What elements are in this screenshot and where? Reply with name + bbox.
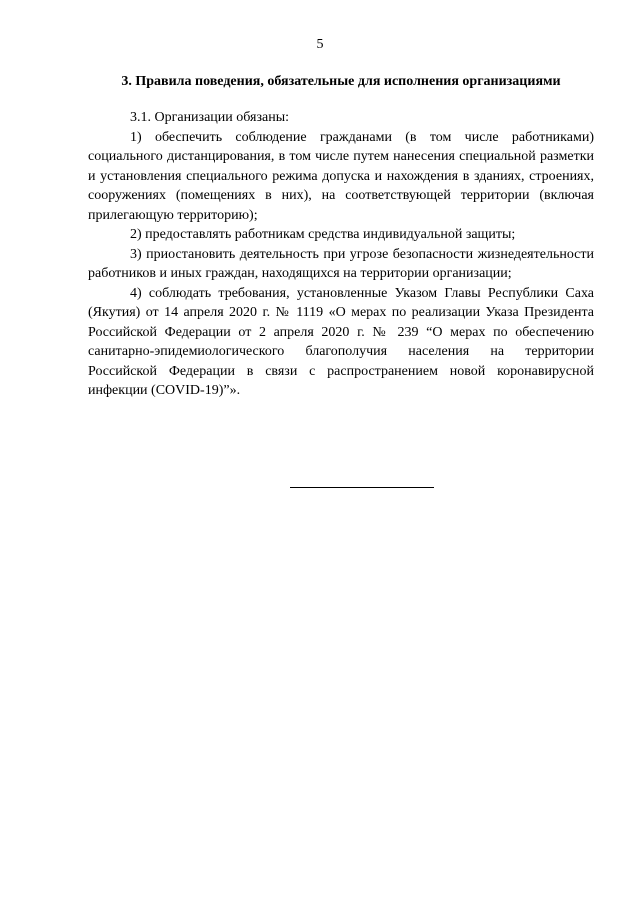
paragraph-item-4: 4) соблюдать требования, установленные Указом Главы Республики Саха (Якутия) от 14 апреля 2020 г. № 1119 «О мерах по реализации Указа Президента Российской Федерации от 2 апреля 2020 г. № 239 “О мерах по обеспечению санитарно-эпидемиологического благополучия населения на территории Российской Федерации в связи с распространением новой коронавирусной инфекции (COVID-19)”». (88, 285, 594, 398)
paragraph-item-1: 1) обеспечить соблюдение гражданами (в том числе работниками) социального дистанцирования, в том числе путем нанесения специальной разметки и установления специального режима допуска и нахождения в зданиях, строениях, сооружениях (помещениях в них), на соответствующей территории (включая прилегающую территорию); (88, 129, 594, 223)
paragraph-3-1-intro: 3.1. Организации обязаны: (130, 110, 290, 125)
paragraph-item-2: 2) предоставлять работникам средства индивидуальной защиты; (130, 227, 516, 242)
end-divider-line (290, 487, 434, 488)
page-number: 5 (316, 37, 324, 52)
paragraph-item-3: 3) приостановить деятельность при угрозе безопасности жизнедеятельности работников и иных граждан, находящихся на территории организации; (88, 246, 594, 281)
section-heading: 3. Правила поведения, обязательные для исполнения организациями (121, 74, 561, 89)
document-body (88, 108, 594, 401)
